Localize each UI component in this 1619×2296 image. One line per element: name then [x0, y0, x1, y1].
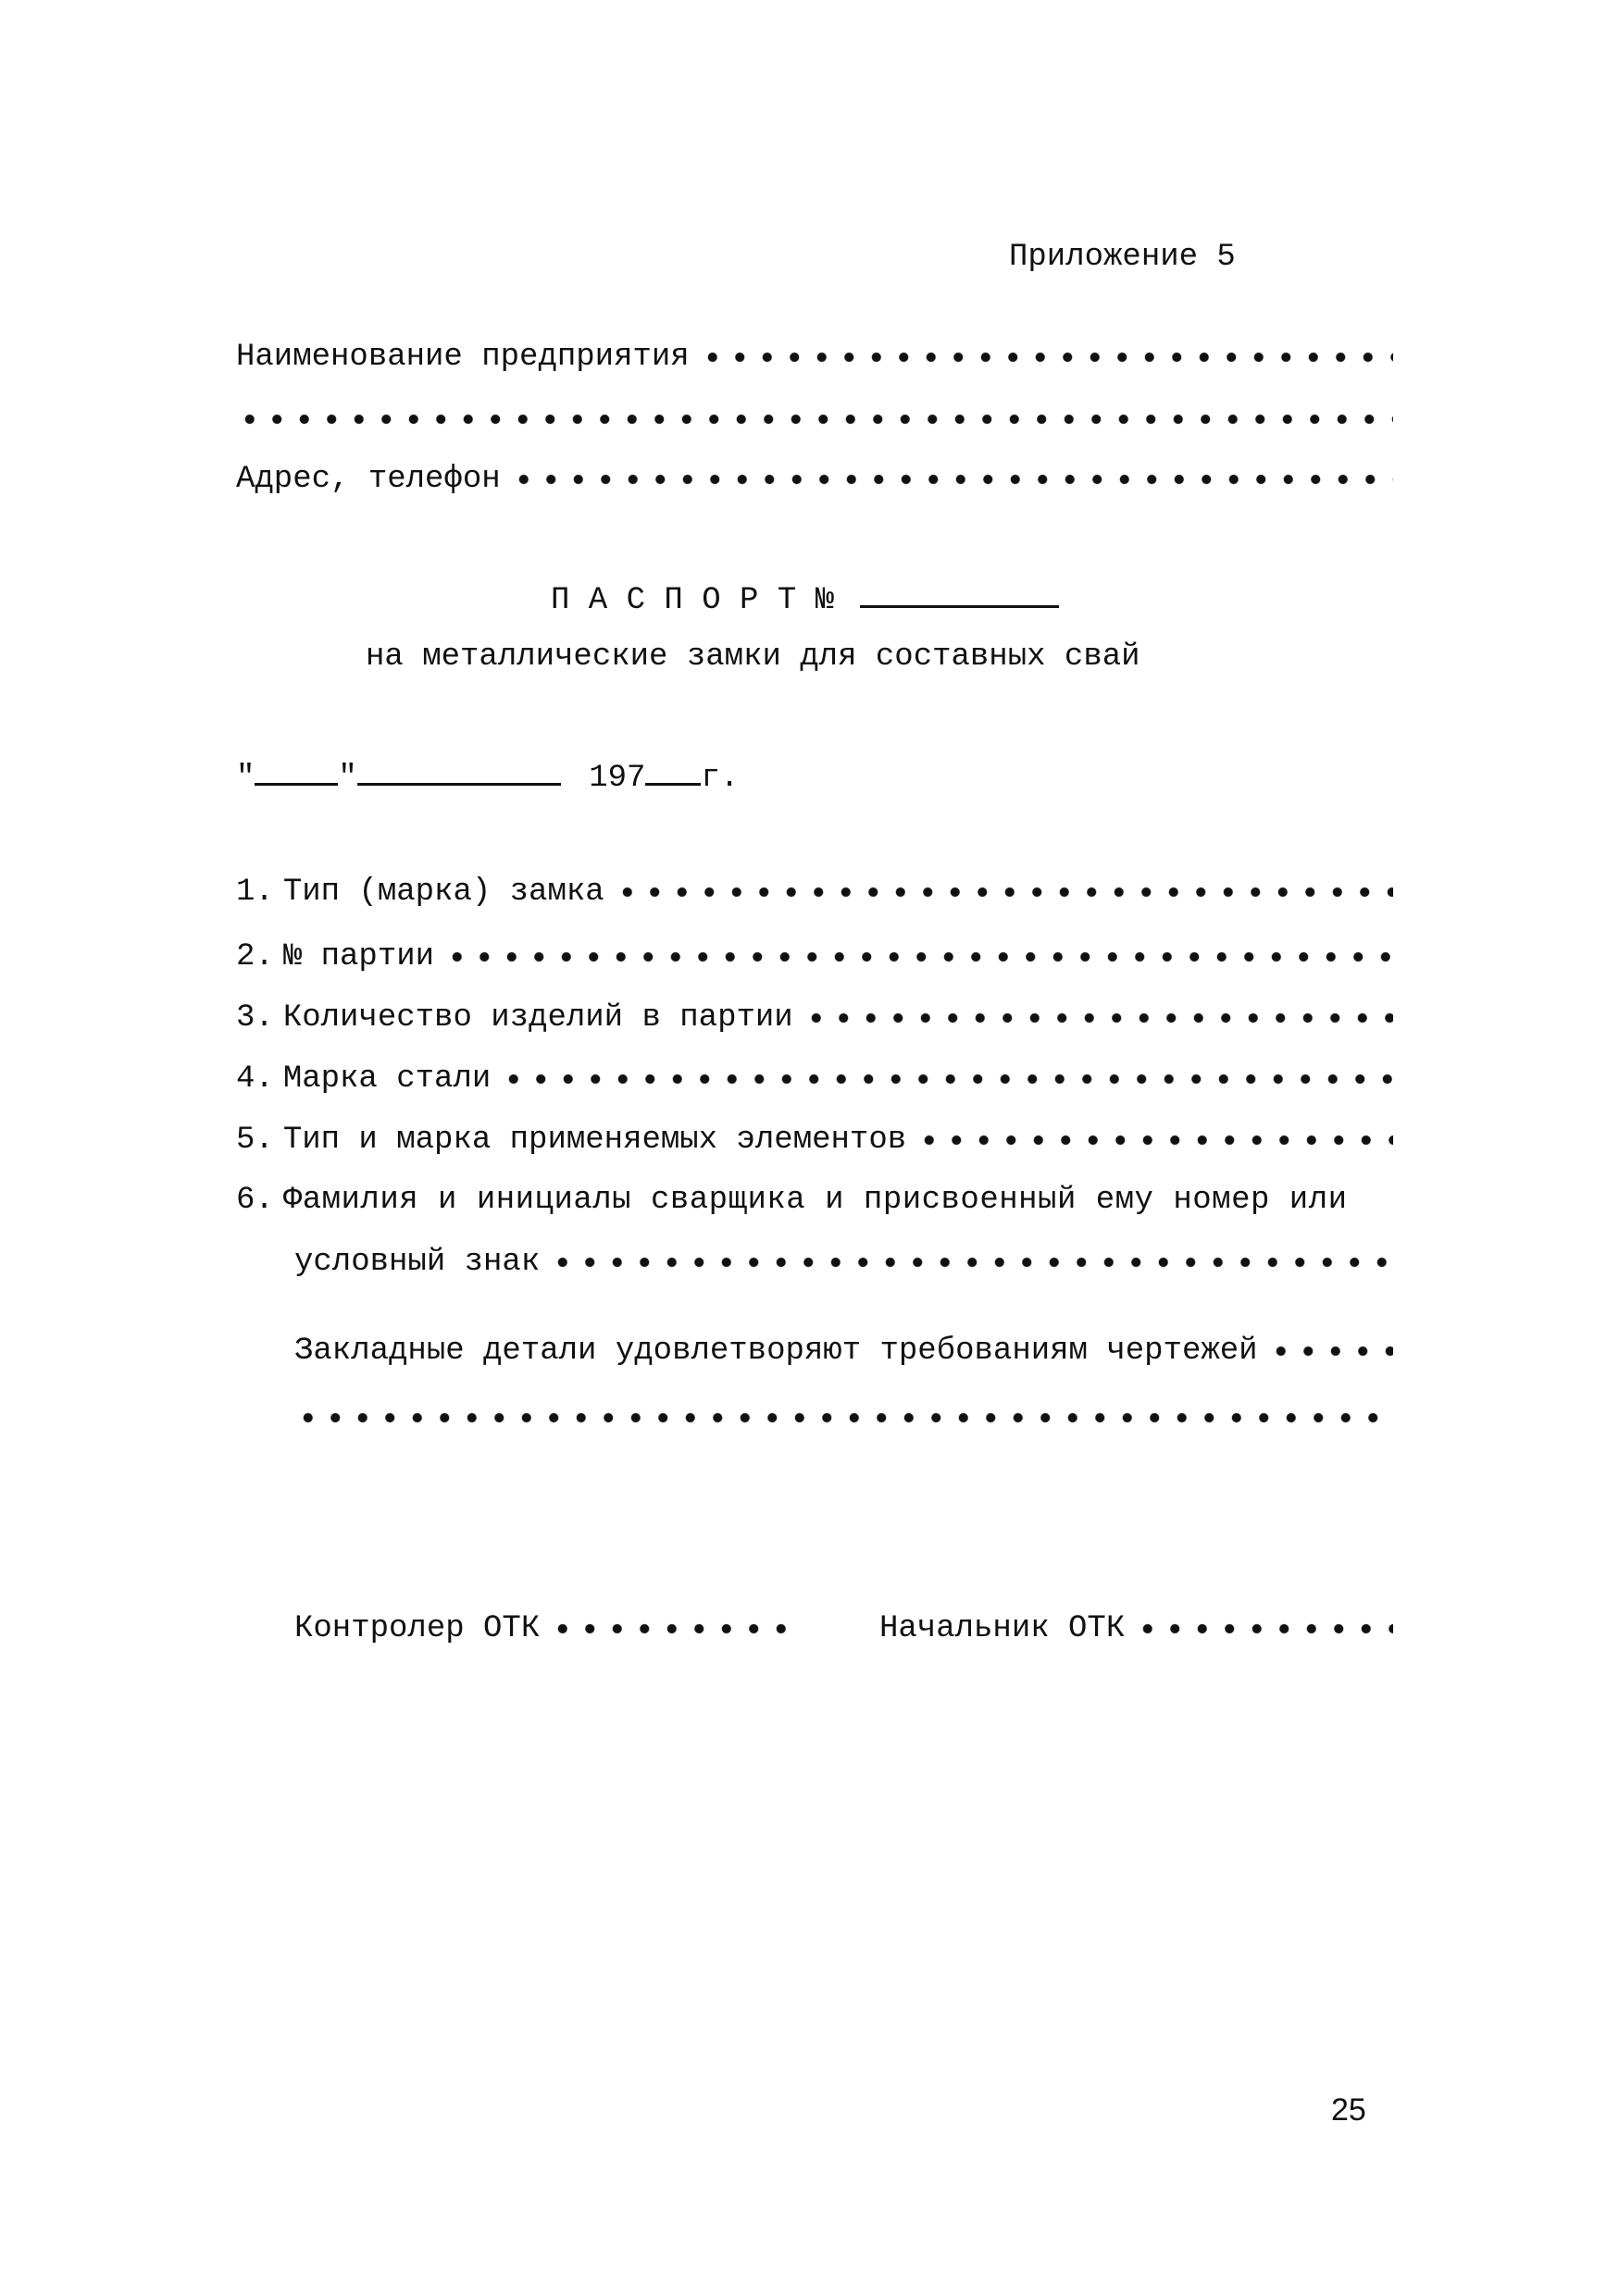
month-blank — [357, 757, 561, 786]
date-close-quote: " — [338, 761, 357, 796]
item-4 — [236, 1061, 1393, 1098]
dot-leader — [549, 1623, 794, 1634]
address-phone-field — [236, 461, 1393, 498]
item-5 — [236, 1122, 1393, 1159]
dot-leader — [1134, 1623, 1393, 1634]
item-number: 6. — [236, 1183, 274, 1218]
item-number: 2. — [236, 939, 274, 974]
appendix-label: Приложение 5 — [1009, 240, 1236, 275]
dot-leader — [699, 352, 1393, 363]
date-line — [236, 757, 739, 797]
item-3 — [236, 999, 1393, 1036]
year-blank — [645, 757, 701, 786]
item-label: Фамилия и инициалы сварщика и присвоенный ему номер или — [282, 1183, 1348, 1218]
conformity-label: Закладные детали удовлетворяют требованиям чертежей — [294, 1334, 1258, 1369]
conformity-continuation — [294, 1399, 1393, 1436]
item-number: 5. — [236, 1123, 274, 1158]
item-label: Марка стали — [282, 1061, 492, 1097]
item-label: Количество изделий в партии — [282, 1000, 793, 1036]
year-prefix: 197 — [589, 761, 646, 796]
date-open-quote: " — [236, 761, 255, 796]
passport-title-text: П А С П О Р Т № — [551, 583, 835, 618]
item-label: № партии — [282, 939, 435, 974]
item-label: Тип и марка применяемых элементов — [282, 1123, 907, 1158]
dot-leader — [510, 474, 1393, 485]
item-6 — [236, 1182, 1393, 1219]
passport-subtitle: на металлические замки для составных свай — [366, 639, 1140, 675]
enterprise-name-label: Наименование предприятия — [236, 340, 690, 375]
item-2 — [236, 938, 1393, 975]
item-label: Тип (марка) замка — [282, 875, 604, 910]
dot-leader — [500, 1074, 1393, 1085]
controller-signature — [294, 1610, 794, 1647]
item-label-continuation: условный знак — [294, 1245, 541, 1280]
item-number: 4. — [236, 1061, 274, 1097]
controller-label: Контролер ОТК — [294, 1611, 541, 1646]
page-number: 25 — [1331, 2092, 1366, 2128]
enterprise-name-continuation — [236, 401, 1393, 438]
item-number: 3. — [236, 1000, 274, 1036]
day-blank — [255, 757, 338, 786]
dot-leader — [915, 1135, 1393, 1146]
chief-label: Начальник ОТК — [879, 1611, 1126, 1646]
dot-leader — [443, 951, 1393, 962]
enterprise-name-field — [236, 339, 1393, 376]
conformity-statement — [294, 1333, 1393, 1370]
passport-title — [551, 579, 1059, 619]
dot-leader — [236, 414, 1393, 425]
year-suffix: г. — [701, 761, 740, 796]
item-number: 1. — [236, 875, 274, 910]
dot-leader — [614, 887, 1393, 898]
dot-leader — [294, 1412, 1393, 1423]
chief-signature — [879, 1610, 1393, 1647]
dot-leader — [549, 1257, 1393, 1268]
dot-leader — [1267, 1346, 1393, 1357]
address-phone-label: Адрес, телефон — [236, 462, 501, 497]
dot-leader — [803, 1012, 1393, 1024]
item-1 — [236, 874, 1393, 911]
passport-number-blank — [860, 579, 1059, 608]
item-6-continuation — [294, 1244, 1393, 1281]
